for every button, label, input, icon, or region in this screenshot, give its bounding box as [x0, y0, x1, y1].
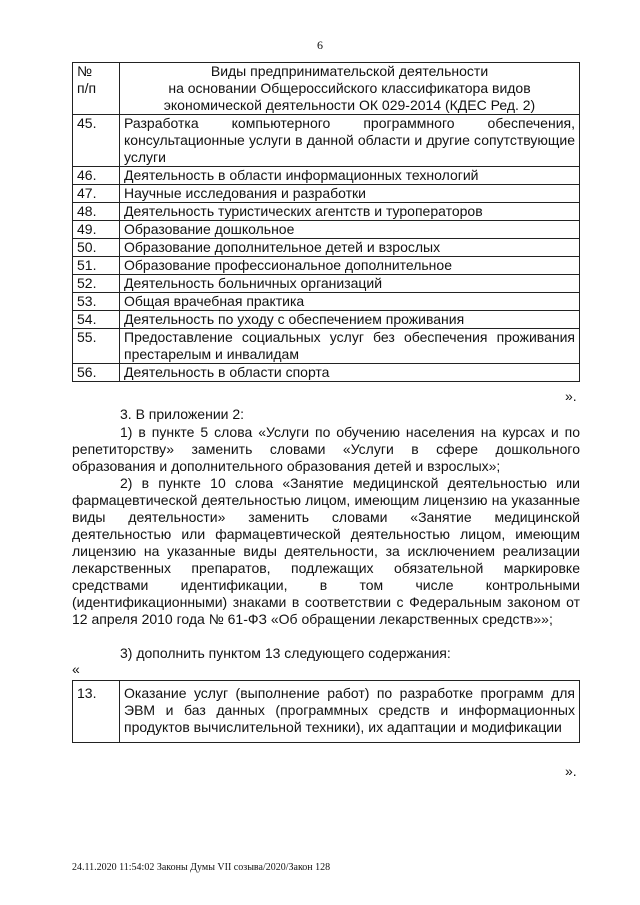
- table-row: [73, 167, 580, 185]
- table-row: [73, 115, 580, 167]
- table2-closing-quote: ».: [565, 763, 577, 779]
- row-num: 46.: [73, 167, 120, 185]
- row-text: Деятельность туристических агентств и туроператоров: [120, 203, 580, 221]
- activities-table: [72, 62, 580, 382]
- row-num: 47.: [73, 185, 120, 203]
- table-row: [73, 293, 580, 311]
- table1-closing-quote: ».: [565, 388, 577, 404]
- row-text: Деятельность больничных организаций: [120, 275, 580, 293]
- row-num: 45.: [73, 115, 120, 167]
- opening-quote: «: [72, 661, 80, 677]
- row-num: 56.: [73, 364, 120, 382]
- paragraph-appendix: 3. В приложении 2:: [120, 406, 245, 422]
- header-num: № п/п: [73, 63, 120, 115]
- row-text: Деятельность по уходу с обеспечением проживания: [120, 311, 580, 329]
- row-num: 53.: [73, 293, 120, 311]
- table-row: [73, 185, 580, 203]
- row-text: Образование дополнительное детей и взрослых: [120, 239, 580, 257]
- row-num: 55.: [73, 329, 120, 364]
- row-text: Деятельность в области спорта: [120, 364, 580, 382]
- row-text: Деятельность в области информационных технологий: [120, 167, 580, 185]
- footer-stamp: 24.11.2020 11:54:02 Законы Думы VII созыва/2020/Закон 128: [72, 862, 331, 873]
- table-row: [73, 275, 580, 293]
- row-num: 49.: [73, 221, 120, 239]
- row-num: 13.: [73, 681, 120, 743]
- paragraph-item-3: 3) дополнить пунктом 13 следующего содержания:: [120, 645, 451, 661]
- row-num: 50.: [73, 239, 120, 257]
- header-title: Виды предпринимательской деятельности на основании Общероссийского классификатора видов экономической деятельности ОК 029-2014 (КДЕС Ред. 2): [120, 63, 580, 115]
- table-row: [73, 257, 580, 275]
- row-text: Предоставление социальных услуг без обеспечения проживания престарелым и инвалидам: [120, 329, 580, 364]
- table-row: [73, 329, 580, 364]
- row-text: Образование дошкольное: [120, 221, 580, 239]
- row-num: 54.: [73, 311, 120, 329]
- paragraph-item-2: 2) в пункте 10 слова «Занятие медицинской деятельностью или фармацевтической деятельностью лицом, имеющим лицензию на указанные виды деятельности» заменить словами «Занятие медицинской деятельностью или фармацевтической деятельностью лицом, имеющим лицензию на указанные виды деятельности, за исключением реализации лекарственных препаратов, подлежащих обязательной маркировке средствами идентификации, в том числе контрольными (идентификационными) знаками в соответствии с Федеральным законом от 12 апреля 2010 года № 61-ФЗ «Об обращении лекарственных средств»»;: [72, 475, 580, 627]
- table-row: [73, 681, 580, 743]
- table-row: [73, 221, 580, 239]
- table-row: [73, 311, 580, 329]
- table-row: [73, 239, 580, 257]
- row-text: Образование профессиональное дополнительное: [120, 257, 580, 275]
- row-text: Научные исследования и разработки: [120, 185, 580, 203]
- row-text: Общая врачебная практика: [120, 293, 580, 311]
- row-num: 51.: [73, 257, 120, 275]
- page-number: 6: [317, 38, 323, 52]
- row-text: Разработка компьютерного программного обеспечения, консультационные услуги в данной области и другие сопутствующие услуги: [120, 115, 580, 167]
- row-num: 48.: [73, 203, 120, 221]
- row-num: 52.: [73, 275, 120, 293]
- table-row: [73, 364, 580, 382]
- item-13-table: [72, 680, 580, 743]
- table-header-row: [73, 63, 580, 115]
- table-row: [73, 203, 580, 221]
- paragraph-item-1: 1) в пункте 5 слова «Услуги по обучению населения на курсах и по репетиторству» заменить словами «Услуги в сфере дошкольного образования и дополнительного образования детей и взрослых»;: [72, 424, 580, 474]
- row-text: Оказание услуг (выполнение работ) по разработке программ для ЭВМ и баз данных (программных средств и информационных продуктов вычислительной техники), их адаптации и модификации: [120, 681, 580, 743]
